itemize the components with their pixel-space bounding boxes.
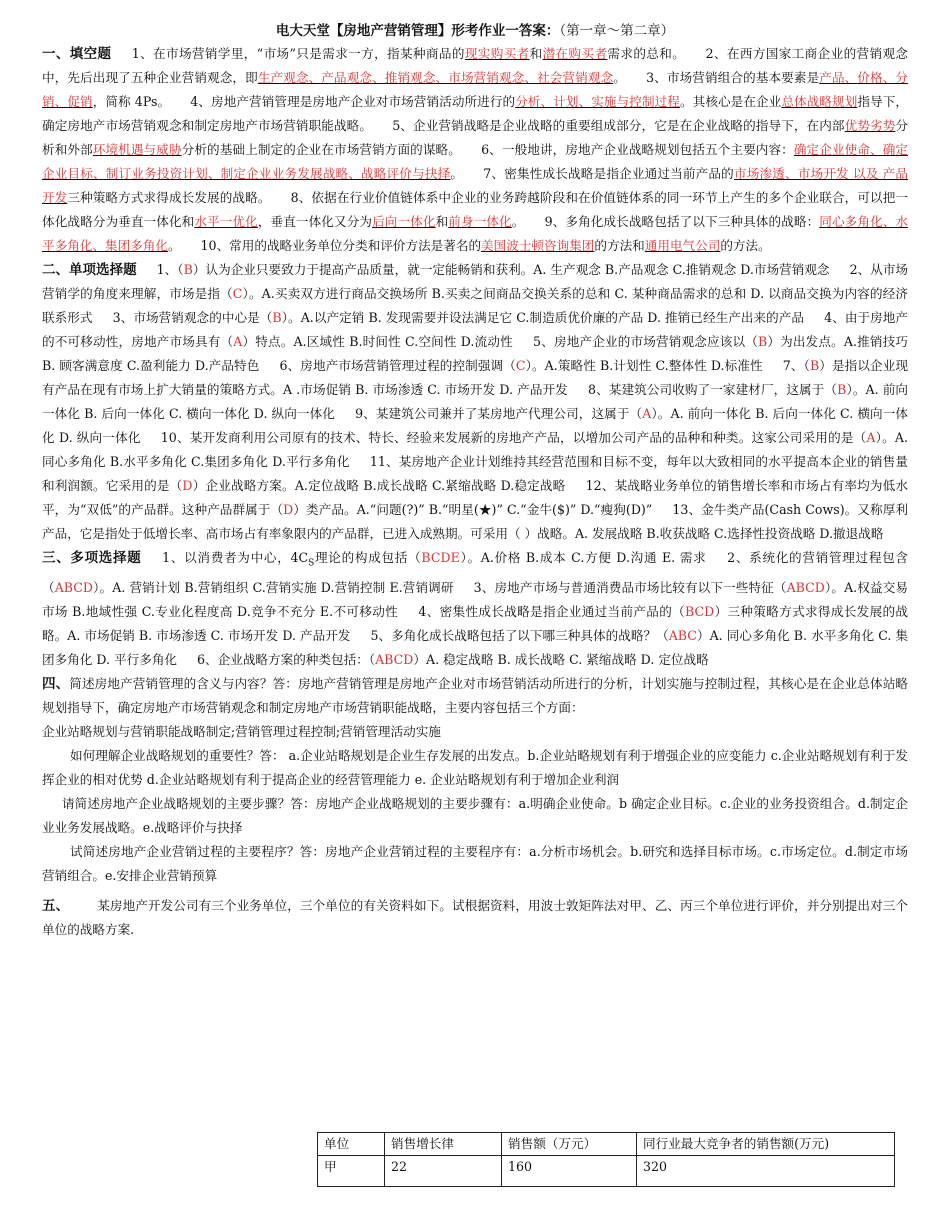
- blank-q8-text: 8、依据在行业价值链体系中企业的业务跨越阶段和在价值链体系的同一环节上产生的多个企业联合，可以把一体化战略分为垂直一体化和: [42, 190, 908, 229]
- blank-q3-text: 3、市场营销组合的基本要素是: [646, 70, 820, 85]
- blank-answer: 前身一体化: [448, 214, 512, 229]
- text: ）三种策略方式求得成长发展的战略。A. 市场促销 B. 市场渗透 C. 市场开发 D. 产品开发: [42, 603, 909, 643]
- text: 。: [167, 238, 181, 253]
- text: ）认为企业只要致力于提高产品质量，就一定能畅销和获利。A. 生产观念 B.产品观念 C.推销观念 D.市场营销观念: [192, 262, 830, 277]
- choice-answer: B: [183, 262, 193, 277]
- choice-answer: ABCD: [54, 579, 94, 595]
- blank-answer: 总体战略规划: [781, 94, 858, 109]
- blank-answer: 环境机遇与威胁: [92, 142, 182, 157]
- table-header: 销售增长律: [385, 1133, 502, 1156]
- blank-answer: 产品、价格、分销、促销: [42, 70, 909, 109]
- section-single-choice: [42, 258, 908, 546]
- blank-answer: 后向一体化: [372, 214, 436, 229]
- choice-answer: B: [757, 334, 768, 349]
- text: 三种策略方式求得成长发展的战略。: [67, 190, 271, 205]
- text: 。: [511, 214, 525, 229]
- blank-answer: 现实购买者: [464, 46, 530, 61]
- section-heading-1: 一、填空题: [42, 46, 112, 62]
- section-heading-4: 四、: [42, 675, 70, 692]
- short-answer-q4: 试简述房地产企业营销过程的主要程序？答：房地产企业营销过程的主要程序有：a.分析市场机会。b.研究和选择目标市场。c.市场定位。d.制定市场营销组合。e.安排企业营销预算: [42, 843, 908, 883]
- blank-answer: 优势劣势: [844, 118, 896, 133]
- text: 需求的总和。: [607, 46, 686, 61]
- business-unit-table: [317, 1132, 895, 1187]
- blank-answer: 通用电气公司: [644, 238, 721, 253]
- blank-answer: 美国波士顿咨询集团: [481, 238, 595, 253]
- choice-answer: B: [837, 382, 847, 397]
- section-heading-2: 二、单项选择题: [42, 262, 137, 278]
- text: ）。A. 前向一体化 B. 后向一体化 C. 横向一体化 D. 纵向一体化: [42, 406, 908, 445]
- choice-answer: D: [182, 478, 193, 493]
- choice-answer: ABCD: [786, 579, 825, 595]
- text: ）。A.同心多角化 B.水平多角化 C.集团多角化 D.平行多角化: [42, 430, 908, 469]
- text: ）。A.策略性 B.计划性 C.整体性 D.标准性: [525, 358, 763, 373]
- section-heading-5: 五、: [42, 897, 70, 914]
- blank-answer: 生产观念、产品观念、推销观念、市场营销观念、社会营销观念: [257, 70, 614, 85]
- choice-q12: 12、某战略业务单位的销售增长率和市场占有率均为低水平，为“双低”的产品群。这种产品群属于（: [42, 478, 909, 517]
- text: ）。A.买卖双方进行商品交换场所 B.买卖之间商品交换关系的总和 C. 某种商品需求的总和 D. 以商品交换为内容的经济联系形式: [42, 286, 908, 325]
- text: 分析的基础上制定的企业在市场营销方面的谋略。: [181, 142, 461, 157]
- blank-q5-text: 5、企业营销战略是企业战略的重要组成部分，它是在企业战略的指导下，在内部: [392, 118, 845, 133]
- section-fill-in-blank: [42, 42, 908, 258]
- blank-answer: 同心多角化、水平多角化、集团多角化: [42, 214, 909, 253]
- multi-q6: 6、企业战略方案的种类包括：（: [197, 651, 376, 667]
- text: ）。A.价格 B.成本 C.方便 D.沟通 E. 需求: [459, 550, 707, 565]
- choice-q13: 13、金牛类产品(Cash Cows)。又称厚利产品，它是指处于低增长率、高市场占有率象限内的产品群，已进入成熟期。可采用（ ）战略。A. 发展战略 B.收获战略 C.选择性投资战略 D.撤退战略: [42, 502, 908, 541]
- text: ）企业战略方案。A.定位战略 B.成长战略 C.紧缩战略 D.稳定战略: [192, 478, 566, 493]
- choice-answer: BCD: [685, 603, 715, 619]
- table-header-row: [318, 1133, 895, 1156]
- subscript: S: [308, 558, 315, 569]
- text: 的方法。: [720, 238, 771, 253]
- table-header: 单位: [318, 1133, 385, 1156]
- text: ）是指以企业现有产品在现有市场上扩大销量的策略方式。A .市场促销 B. 市场渗透 C. 市场开发 D. 产品开发: [42, 358, 908, 397]
- table-cell: 320: [637, 1156, 895, 1187]
- choice-q9: 9、某建筑公司兼并了某房地产代理公司，这属于（: [355, 406, 643, 421]
- choice-answer: A: [866, 430, 876, 445]
- short-answer-q3: 请简述房地产企业战略规划的主要步骤？答：房地产企业战略规划的主要步骤有：a.明确企业使命。b 确定企业目标。c.企业的业务投资组合。d.制定企业业务发展战略。e.战略评价与抉择: [42, 795, 908, 835]
- blank-answer: 分析、计划、实施与控制过程: [515, 94, 680, 109]
- choice-answer: BCDE: [421, 550, 460, 565]
- choice-q2: 2、从市场营销学的角度来理解，市场是指（: [42, 262, 909, 301]
- text: ）类产品。A.“问题(?)” B.“明星(★)” C.“金牛($)” D.“瘦狗(D)”: [293, 502, 653, 517]
- choice-answer: ABCD: [375, 651, 414, 667]
- blank-q9-text: 9、多角化成长战略包括了以下三种具体的战略：: [544, 214, 820, 229]
- choice-answer: C: [515, 358, 526, 373]
- multi-q1: 1、以消费者为中心，4C: [162, 550, 309, 565]
- multi-q4: 4、密集性成长战略是指企业通过当前产品的（: [418, 603, 686, 619]
- choice-answer: B: [809, 358, 820, 373]
- choice-q4: 4、由于房地产的不可移动性，房地产市场具有（: [42, 310, 909, 349]
- choice-q1: 1、（: [156, 262, 184, 277]
- blank-q4-text: 4、房地产营销管理是房地产企业对市场营销活动所进行的: [190, 94, 516, 109]
- text: ）。A.以产定销 B. 发现需要并设法满足它 C.制造质优价廉的产品 D. 推销已经生产出来的产品: [281, 310, 805, 325]
- table-cell: 22: [385, 1156, 502, 1187]
- choice-answer: B: [272, 310, 282, 325]
- choice-q5: 5、房地产企业的市场营销观念应该以（: [533, 334, 758, 349]
- blank-answer: 确定企业使命、确定企业目标、制订业务投资计划、制定企业业务发展战略、战略评价与抉择: [42, 142, 909, 181]
- text: ）。A.权益交易市场 B.地域性强 C.专业化程度高 D.竞争不充分 E.不可移动性: [42, 579, 908, 619]
- blank-answer: 潜在购买者: [542, 46, 608, 61]
- text: 。其核心是在企业: [679, 94, 782, 109]
- short-answer-q1-points: 企业站略规划与营销职能战略制定;营销管理过程控制;营销管理活动实施: [42, 723, 441, 739]
- choice-answer: C: [232, 286, 243, 301]
- blank-q10-text: 10、常用的战略业务单位分类和评价方法是著名的: [200, 238, 482, 253]
- section-heading-3: 三、多项选择题: [42, 550, 142, 566]
- text: 。: [613, 70, 626, 85]
- text: ）A. 同心多角化 B. 水平多角化 C. 集团多角化 D. 平行多角化: [42, 627, 908, 667]
- text: ）特点。A.区域性 B.时间性 C.空间性 D.流动性: [242, 334, 513, 349]
- table-cell: 甲: [318, 1156, 385, 1187]
- choice-q10: 10、某开发商利用公司原有的技术、特长、经验来发展新的房地产产品，以增加公司产品的品种和种类。这家公司采用的是（: [160, 430, 867, 445]
- choice-q8: 8、某建筑公司收购了一家建材厂，这属于（: [587, 382, 838, 397]
- choice-answer: D: [283, 502, 294, 517]
- blank-q1-text: 1、在市场营销学里，“市场”只是需求一方，指某种商品的: [131, 46, 465, 61]
- table-header: 同行业最大竞争者的销售额(万元): [637, 1133, 895, 1156]
- choice-q6: 6、房地产市场营销管理过程的控制强调（: [279, 358, 516, 373]
- blank-answer: 市场渗透、市场开发 以及 产品开发: [42, 166, 909, 205]
- choice-q11: 11、某房地产企业计划维持其经营范围和目标不变，每年以大致相同的水平提高本企业的销售量和利润额。它采用的是（: [42, 454, 909, 493]
- document-page: [42, 20, 908, 942]
- text: ）。A. 前向一体化 B. 后向一体化 C. 横向一体化 D. 纵向一体化: [42, 382, 908, 421]
- blank-q7-text: 7、密集性成长战略是指企业通过当前产品的: [483, 166, 734, 181]
- short-answer-q2: 如何理解企业战略规划的重要性？答： a.企业站略规划是企业生存发展的出发点。b.企业站略规划有利于增强企业的应变能力 c.企业站略规划有利于发挥企业的相对优势 d.企业站略规划有利于提高企业的经营管理能力 e. 企业站略规划有利于增加企业利润: [42, 747, 908, 787]
- blank-q6-text: 6、一般地讲，房地产企业战略规划包括五个主要内容：: [481, 142, 794, 157]
- section-multiple-choice: [42, 546, 908, 672]
- choice-answer: A: [233, 334, 243, 349]
- text: ）A. 稳定战略 B. 成长战略 C. 紧缩战略 D. 定位战略: [413, 651, 709, 667]
- case-question: 某房地产开发公司有三个业务单位，三个单位的有关资料如下。试根据资料，用波士敦矩阵法对甲、乙、丙三个单位进行评价，并分别提出对三个单位的战略方案.: [42, 897, 909, 937]
- text: 指导下，确定房地产市场营销观念和制定房地产市场营销职能战略。: [42, 94, 909, 133]
- multi-q2: 2、系统化的营销管理过程包含（: [42, 550, 909, 595]
- multi-q5: 5、多角化成长战略包括了以下哪三种具体的战略？（: [370, 627, 669, 643]
- multi-q3: 3、房地产市场与普通消费品市场比较有以下一些特征（: [473, 579, 787, 595]
- text: 理论的构成包括（: [314, 550, 422, 565]
- choice-q3: 3、市场营销观念的中心是（: [112, 310, 273, 325]
- blank-answer: 水平一优化: [194, 214, 258, 229]
- section-case-analysis: [42, 894, 908, 942]
- text: 的方法和: [594, 238, 645, 253]
- blank-q2-text: 2、在西方国家工商企业的营销观念中，先后出现了五种企业营销观念，即: [42, 46, 909, 85]
- text: ，垂直一体化又分为: [257, 214, 373, 229]
- table-row: [318, 1156, 895, 1187]
- table-header: 销售额（万元）: [502, 1133, 637, 1156]
- text: ，简称 4Ps。: [92, 94, 171, 109]
- text: 。: [450, 166, 464, 181]
- choice-answer: A: [642, 406, 652, 421]
- title-main: 电大天堂【房地产营销管理】形考作业一答案：: [275, 23, 560, 39]
- text: 和: [435, 214, 449, 229]
- text: ）为出发点。A.推销技巧 B. 顾客满意度 C.盈利能力 D.产品特色: [42, 334, 908, 373]
- document-title: [42, 20, 908, 42]
- table-cell: 160: [502, 1156, 637, 1187]
- section-short-answer: [42, 672, 908, 720]
- choice-answer: ABC: [668, 627, 697, 643]
- title-sub: （第一章～第二章）: [559, 23, 675, 39]
- text: 和: [529, 46, 543, 61]
- short-answer-q1: 简述房地产营销管理的含义与内容？答：房地产营销管理是房地产企业对市场营销活动所进行的分析，计划实施与控制过程，其核心是在企业总体站略规划指导下，确定房地产市场营销观念和制定房地产市场营销职能战略，主要内容包括三个方面：: [42, 675, 909, 715]
- text: 分析和外部: [42, 118, 908, 157]
- choice-q7: 7、（: [782, 358, 810, 373]
- text: ）。A. 营销计划 B.营销组织 C.营销实施 D.营销控制 E.营销调研: [93, 579, 454, 595]
